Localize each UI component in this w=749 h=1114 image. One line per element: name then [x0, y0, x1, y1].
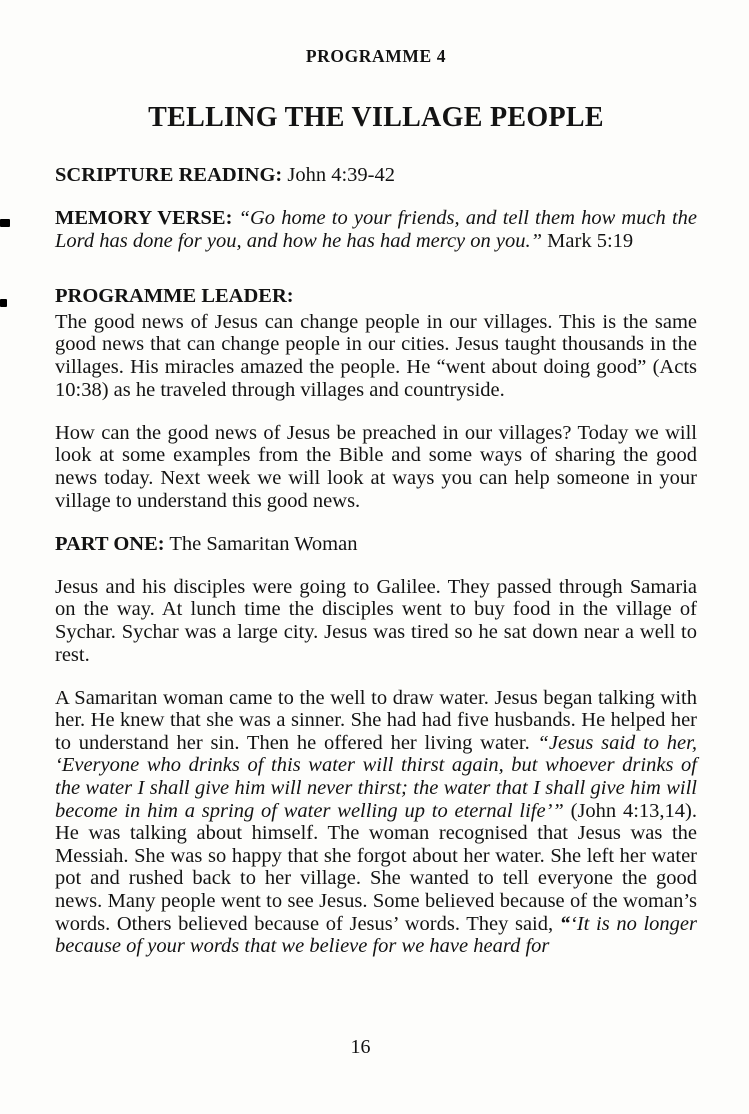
memory-verse-paragraph: MEMORY VERSE: “Go home to your friends, and tell them how much the Lord has done for you, and how he has had mercy on you.” Mark 5:19	[55, 207, 697, 252]
part-one-heading: PART ONE: The Samaritan Woman	[55, 532, 358, 555]
paragraph-samaritan-woman: A Samaritan woman came to the well to draw water. Jesus began talking with her. He knew that she was a sinner. She had had five husbands. He helped her to understand her sin. Then he offered her living water. “Jesus said to her, ‘Everyone who drinks of this water will thirst again, but whoever drinks of the water I shall give him will never thirst; the water that I shall give him will become in him a spring of water welling up to eternal life’” (John 4:13,14). He was talking about himself. The woman recognised that Jesus was the Messiah. She was so happy that she forgot about her water. She left her water pot and rushed back to her village. She wanted to tell everyone the good news. Many people went to see Jesus. Some believed because of the woman’s words. Others believed because of Jesus’ words. They said, “‘It is no longer because of your words that we believe for we have heard for	[55, 686, 698, 958]
paragraph-journey-sychar: Jesus and his disciples were going to Galilee. They passed through Samaria on the way. At lunch time the disciples went to buy food in the village of Sychar. Sychar was a large city. Jesus was tired so he sat down near a well to rest.	[55, 575, 697, 666]
paragraph-good-news: The good news of Jesus can change people in our villages. This is the same good news that can change people in our cities. Jesus taught thousands in the villages. His miracles amazed the people. He “went about doing good” (Acts 10:38) as he traveled through villages and countryside.	[55, 310, 697, 401]
scripture-reading-line: SCRIPTURE READING: John 4:39-42	[55, 164, 395, 186]
text-column	[55, 0, 697, 978]
scan-artifact-mark	[0, 299, 7, 307]
paragraph-how-preached: How can the good news of Jesus be preached in our villages? Today we will look at some examples from the Bible and some ways of sharing the good news today. Next week we will look at ways you can help someone in your village to understand this good news.	[55, 421, 697, 512]
page-number: 16	[350, 1036, 371, 1058]
scan-artifact-mark	[0, 219, 10, 227]
page-title: TELLING THE VILLAGE PEOPLE	[148, 102, 604, 133]
programme-leader-heading: PROGRAMME LEADER:	[55, 285, 294, 308]
programme-kicker: PROGRAMME 4	[305, 46, 447, 66]
